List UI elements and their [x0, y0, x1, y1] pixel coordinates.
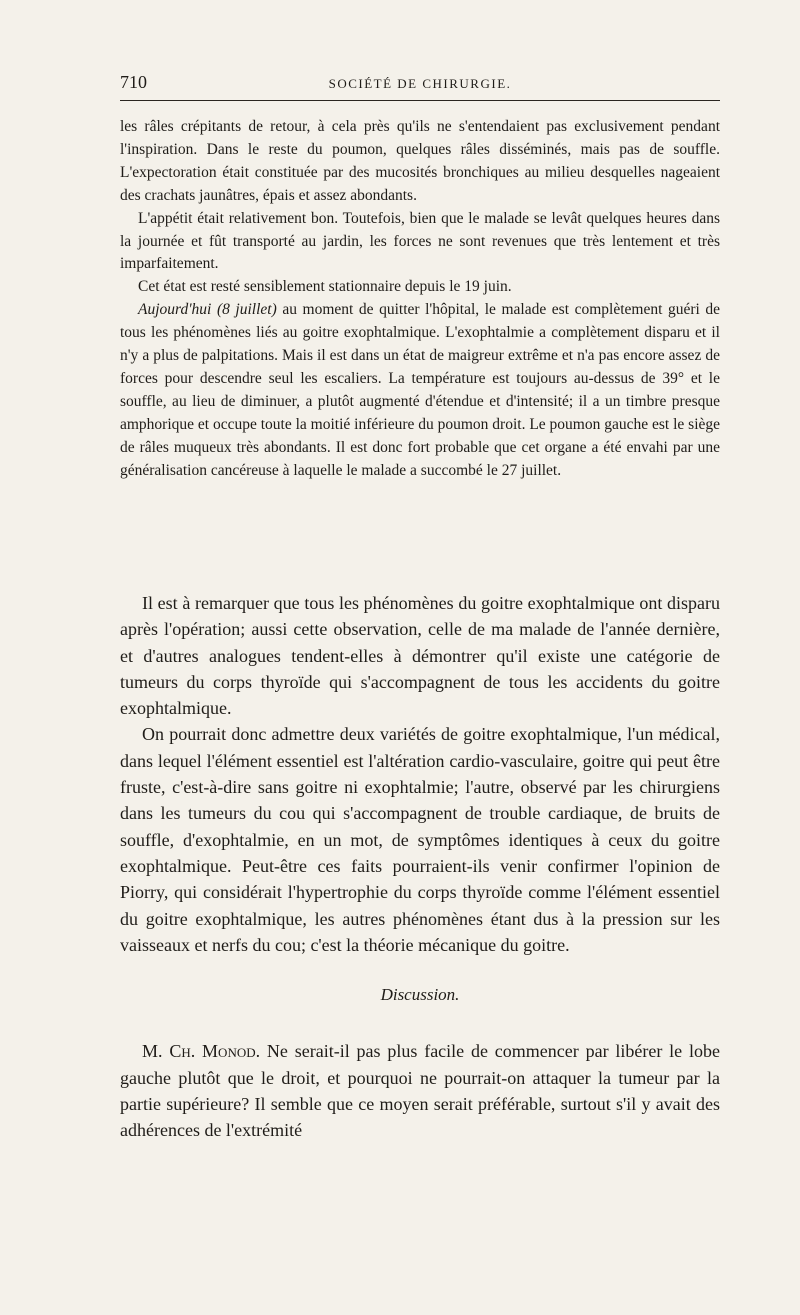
paragraph: On pourrait donc admettre deux variétés de goitre exophtalmique, l'un médical, dans lequel l'élément essentiel est l'altération cardio-vasculaire, goitre qui peut être fruste, c'est-à-dire sans goitre ni exophtalmie; l'autre, observé par les chirurgiens dans les tumeurs du cou qui s'accompagnent de trouble cardiaque, de bruits de souffle, d'exophtalmie, en un mot, de symptômes identiques à ceux du goitre exophtalmique. Peut-être ces faits pourraient-ils venir confirmer l'opinion de Piorry, qui considérait l'hypertrophie du corps thyroïde comme l'élément essentiel du goitre exophtalmique, les autres phénomènes étant dus à la pression sur les vaisseaux et nerfs du cou; c'est la théorie mécanique du goitre. — [120, 724, 720, 955]
paragraph: L'appétit était relativement bon. Toutefois, bien que le malade se levât quelques heures dans la journée et fût transporté au jardin, les forces ne sont revenues que très lentement et très imparfaitement. — [120, 209, 720, 273]
observation-text — [120, 116, 720, 483]
paragraph: Cet état est resté sensiblement stationnaire depuis le 19 juin. — [138, 278, 512, 296]
paragraph: Il est à remarquer que tous les phénomènes du goitre exophtalmique ont disparu après l'opération; aussi cette observation, celle de ma malade de l'année dernière, et d'autres analogues tendent-elles à démontrer qu'il existe une catégorie de tumeurs du corps thyroïde qui s'accompagnent de tous les accidents du goitre exophtalmique. — [120, 593, 720, 719]
header-rule — [120, 100, 720, 101]
paragraph — [120, 1038, 720, 1143]
section-heading: Discussion. — [380, 985, 460, 1005]
speaker-name: M. Ch. Monod. — [142, 1041, 261, 1062]
paragraph-rest: Ne serait-il pas plus facile de commencer par libérer le lobe gauche plutôt que le droit, et pourquoi ne pourrait-on attaquer la tumeur par la partie supérieure? Il semble que ce moyen serait préférable, surtout s'il y avait des adhérences de l'extrémité — [120, 1041, 720, 1141]
commentary-text — [120, 590, 720, 1144]
running-title: SOCIÉTÉ DE CHIRURGIE. — [328, 76, 512, 91]
paragraph — [120, 299, 720, 482]
date-lead: Aujourd'hui — [138, 301, 212, 319]
date-paren: (8 juillet) — [216, 301, 277, 319]
paragraph-rest: au moment de quitter l'hôpital, le malade est complètement guéri de tous les phénomènes liés au goitre exophtalmique. L'exophtalmie a complètement disparu et il n'y a plus de palpitations. Mais il est dans un état de maigreur extrême et n'a pas encore assez de forces pour descendre seul les escaliers. La température est toujours au-dessus de 39° et le souffle, au lieu de diminuer, a plutôt augmenté d'étendue et d'intensité; il a un timbre presque amphorique et occupe toute la moitié inférieure du poumon droit. Le poumon gauche est le siège de râles muqueux très abondants. Il est donc fort probable que cet organe a été envahi par une généralisation cancéreuse à laquelle le malade a succombé le 27 juillet. — [120, 301, 721, 479]
page-number: 710 — [120, 72, 147, 92]
page-header — [120, 62, 720, 98]
paragraph: les râles crépitants de retour, à cela près qu'ils ne s'entendaient pas exclusivement pendant l'inspiration. Dans le reste du poumon, quelques râles disséminés, mais pas de souffle. L'expectoration était constituée par des mucosités bronchiques au milieu desquelles nageaient des crachats jaunâtres, épais et assez abondants. — [120, 118, 720, 204]
